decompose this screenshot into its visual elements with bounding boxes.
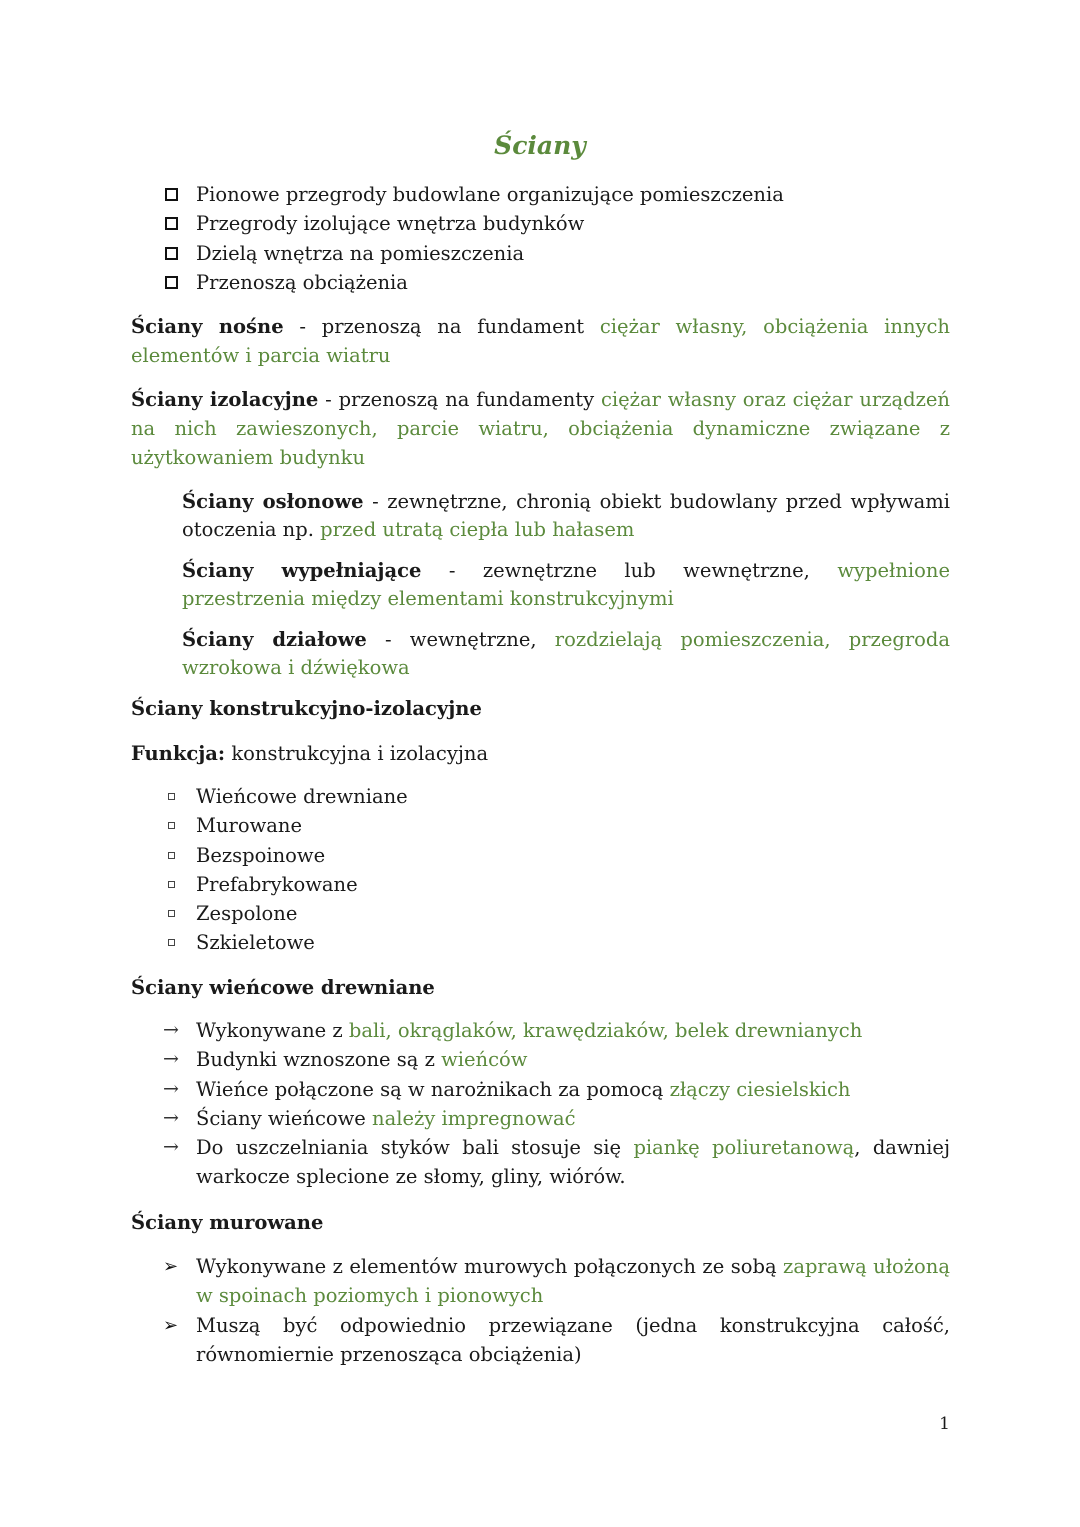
list-item: Przegrody izolujące wnętrza budynków: [0, 209, 1080, 238]
arrow-right-icon: →: [163, 1077, 179, 1100]
checkbox-icon: [165, 188, 178, 201]
square-bullet-icon: [168, 910, 175, 917]
list-item: Dzielą wnętrza na pomieszczenia: [0, 239, 1080, 268]
list-item: → Ściany wieńcowe należy impregnować: [0, 1104, 1080, 1133]
definition-dzialowe: Ściany działowe - wewnętrzne, rozdzielają pomieszczenia, przegroda wzrokowa i dźwiękowa: [182, 628, 951, 679]
square-bullet-icon: [168, 881, 175, 888]
checkbox-icon: [165, 247, 178, 260]
definition-wypelniajace: Ściany wypełniające - zewnętrzne lub wewnętrzne, wypełnione przestrzenia między elementami konstrukcyjnymi: [182, 559, 950, 610]
list-item: Wieńcowe drewniane: [0, 782, 1080, 811]
list-item: Szkieletowe: [0, 928, 1080, 957]
square-bullet-icon: [168, 793, 175, 800]
list-item: Przenoszą obciążenia: [0, 268, 1080, 297]
list-item: → Wykonywane z bali, okrąglaków, krawędziaków, belek drewnianych: [0, 1016, 1080, 1045]
list-item: ➢ Muszą być odpowiednio przewiązane (jedna konstrukcyjna całość, równomiernie przenosząca obciążenia): [0, 1311, 1080, 1369]
section-heading-murowane: Ściany murowane: [131, 1211, 324, 1234]
square-bullet-icon: [168, 822, 175, 829]
term: Ściany wypełniające: [182, 559, 422, 582]
definition-nosne: Ściany nośne - przenoszą na fundament ciężar własny, obciążenia innych elementów i parcia wiatru: [131, 315, 950, 367]
page-number: 1: [939, 1414, 950, 1434]
checklist: [0, 180, 1080, 297]
arrowhead-bullet-icon: ➢: [163, 1315, 179, 1336]
page-title: Ściany: [494, 131, 586, 160]
term: Ściany izolacyjne: [131, 388, 319, 411]
section-heading-wiencowe: Ściany wieńcowe drewniane: [131, 976, 435, 999]
definition-oslonowe: Ściany osłonowe - zewnętrzne, chronią obiekt budowlany przed wpływami otoczenia np. przed utratą ciepła lub hałasem: [182, 490, 950, 541]
checkbox-icon: [165, 217, 178, 230]
list-item: ➢ Wykonywane z elementów murowych połączonych ze sobą zaprawą ułożoną w spoinach poziomych i pionowych: [0, 1252, 1080, 1311]
list-item: → Do uszczelniania styków bali stosuje się piankę poliuretanową, dawniej warkocze splecione ze słomy, gliny, wiórów.: [0, 1133, 1080, 1191]
wiencowe-list: [0, 1016, 1080, 1191]
term: Ściany działowe: [182, 628, 367, 651]
arrow-right-icon: →: [163, 1136, 179, 1159]
list-item: Pionowe przegrody budowlane organizujące pomieszczenia: [0, 180, 1080, 209]
arrow-right-icon: →: [163, 1106, 179, 1129]
arrowhead-bullet-icon: ➢: [163, 1256, 179, 1277]
definition-izolacyjne: Ściany izolacyjne - przenoszą na fundamenty ciężar własny oraz ciężar urządzeń na nich zawieszonych, parcie wiatru, obciążenia dynamiczne związane z użytkowaniem budynku: [131, 388, 950, 469]
arrow-right-icon: →: [163, 1019, 179, 1041]
murowane-list: [0, 1252, 1080, 1369]
list-item: → Budynki wznoszone są z wieńców: [0, 1045, 1080, 1074]
funkcja-line: Funkcja: konstrukcyjna i izolacyjna: [131, 742, 489, 765]
square-bullet-icon: [168, 852, 175, 859]
list-item: → Wieńce połączone są w narożnikach za pomocą złączy ciesielskich: [0, 1075, 1080, 1104]
types-list: [0, 782, 1080, 958]
list-item: Bezspoinowe: [0, 841, 1080, 870]
list-item: Murowane: [0, 811, 1080, 840]
term: Ściany osłonowe: [182, 490, 364, 513]
list-item: Prefabrykowane: [0, 870, 1080, 899]
checkbox-icon: [165, 276, 178, 289]
list-item: Zespolone: [0, 899, 1080, 928]
square-bullet-icon: [168, 939, 175, 946]
term: Ściany nośne: [131, 315, 284, 338]
arrow-right-icon: →: [163, 1048, 179, 1071]
section-heading-konstrukcyjno: Ściany konstrukcyjno-izolacyjne: [131, 697, 482, 720]
